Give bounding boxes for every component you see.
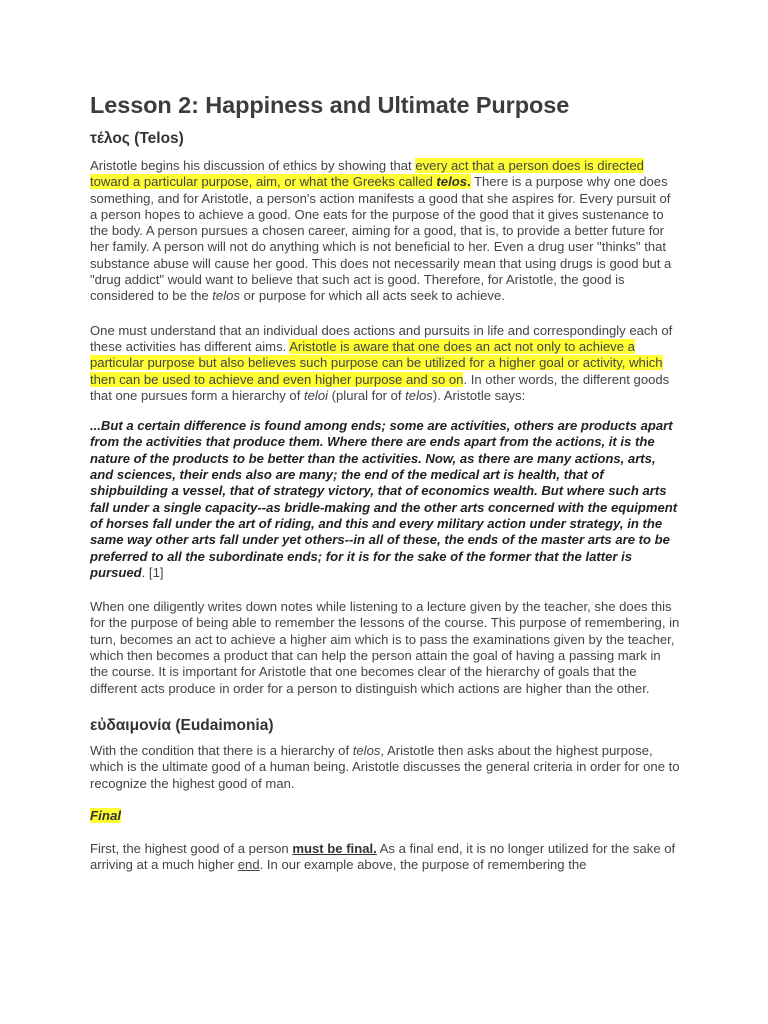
highlighted-text: Aristotle is aware that one does an act not only to achieve a particular purpose but also believes such purpose can be utilized for a higher goal or activity, which then can be used to achieve and even higher purpose and so on xyxy=(90,338,663,387)
text-run: (plural for of xyxy=(328,387,406,403)
text-run: There is a purpose why one does something, and for Aristotle, a person's action manifests a good that she aspires for. Every pursuit of a person hopes to achieve a good. One eats for the purpose of the good that it gives sustenance to the body. A person pursues a chosen career, aiming for a good, that is, to provide a better future for her family. A person will not do anything which is not beneficial to her. Even a drug user "thinks" that substance abuse will cause her good. This does not necessarily mean that using drugs is good but a "drug addict" would want to believe that such act is good. Therefore, for Aristotle, the good is considered to be the xyxy=(90,174,672,304)
text-run: , Aristotle then asks about the highest purpose, which is the ultimate good of a human being. Aristotle discusses the general criteria in order for one to recognize the highest good of man. xyxy=(90,742,680,791)
telos-term: telos xyxy=(352,742,381,758)
paragraph-highest-good xyxy=(90,743,680,792)
paragraph-notes-example: When one diligently writes down notes while listening to a lecture given by the teacher, she does this for the purpose of being able to remember the lessons of the course. This purpose of remembering, in turn, becomes an act to achieve a higher aim which is to pass the examinations given by the teacher, which then becomes a product that can help the person attain the goal of having a passing mark in the course. It is important for Aristotle that one becomes clear of the hierarchy of goals that the different acts produce in order for a person to distinguish which actions are higher than the other. xyxy=(90,599,680,696)
text-run: One must understand that an individual does actions and pursuits in life and correspondingly each of these activities has different aims. xyxy=(90,322,673,354)
end-term: end xyxy=(237,857,260,873)
document-page xyxy=(90,88,680,874)
final-label: Final xyxy=(90,807,122,823)
text-run: . In our example above, the purpose of remembering the xyxy=(259,857,587,873)
text-run: With the condition that there is a hierarchy of xyxy=(90,742,353,758)
must-be-final-text: must be final. xyxy=(292,841,377,857)
text-run: Aristotle begins his discussion of ethics by showing that xyxy=(90,158,416,173)
final-heading xyxy=(90,808,680,824)
page-title: Lesson 2: Happiness and Ultimate Purpose xyxy=(90,92,570,118)
text-run: . xyxy=(466,174,471,190)
text-run: ). Aristotle says: xyxy=(432,387,526,403)
section-heading-eudaimonia: εὐδαιμονία (Eudaimonia) xyxy=(90,716,274,734)
paragraph-final xyxy=(90,841,680,874)
text-run: First, the highest good of a person xyxy=(90,841,293,857)
paragraph-telos-intro xyxy=(90,158,680,305)
aristotle-quote xyxy=(90,418,680,581)
paragraph-hierarchy xyxy=(90,323,680,404)
section-heading-telos: τέλος (Telos) xyxy=(90,130,184,147)
telos-term: telos xyxy=(436,174,467,190)
text-run: . In other words, the different goods that one pursues form a hierarchy of xyxy=(90,371,670,403)
citation-link[interactable]: . [1] xyxy=(141,564,164,580)
quote-text: ...But a certain difference is found among ends; some are activities, others are products apart from the activities that produce them. Where there are ends apart from the actions, it is the nature of the products to be better than the activities. Now, as there are many actions, arts, and sciences, their ends also are many; the end of the medical art is health, that of shipbuilding a vessel, that of strategy victory, that of economics wealth. But where such arts fall under a single capacity--as bridle-making and the other arts concerned with the equipment of horses fall under the art of riding, and this and every military action under strategy, in the same way other arts fall under yet others--in all of these, the ends of the master arts are to be preferred to all the subordinate ends; for it is for the sake of the former that the latter is pursued xyxy=(90,418,678,580)
text-run: As a final end, it is no longer utilized for the sake of arriving at a much higher xyxy=(90,841,676,873)
telos-term: telos xyxy=(212,288,240,304)
teloi-term: teloi xyxy=(303,387,329,403)
telos-term: telos xyxy=(405,387,433,403)
text-run: or purpose for which all acts seek to achieve. xyxy=(239,288,505,304)
text-run: every act that a person does is directed toward a particular purpose, aim, or what the Greeks called xyxy=(90,158,644,190)
